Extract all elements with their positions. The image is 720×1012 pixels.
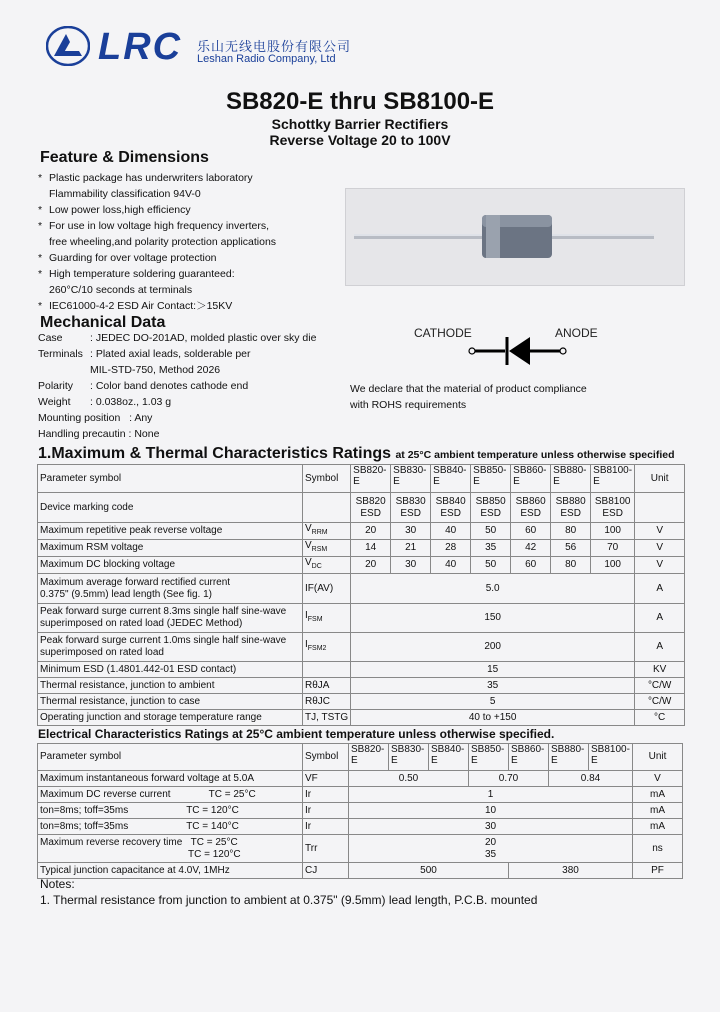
table-row: Typical junction capacitance at 4.0V, 1MHz CJ 500 380 PF [38,863,683,879]
notes-heading: Notes: [40,877,75,891]
table-row: Maximum average forward rectified current 0.375" (9.5mm) lead length (See fig. 1) IF(AV) 5.0 A [38,574,685,604]
cathode-label: CATHODE [414,326,472,340]
rohs-declaration: We declare that the material of product compliance with ROHS requirements [350,383,587,411]
anode-label: ANODE [555,326,598,340]
diode-symbol-icon [468,334,598,368]
section-2-heading: Electrical Characteristics Ratings at 25°C ambient temperature unless otherwise specified. [38,727,555,741]
table-row: Device marking code SB820 ESD SB830 ESD SB840 ESD SB850 ESD SB860 ESD SB880 ESD SB8100 ESD [38,493,685,523]
table-row: Operating junction and storage temperature range TJ, TSTG 40 to +150 °C [38,710,685,726]
list-item: * Low power loss,high efficiency [38,204,191,216]
features-heading: Feature & Dimensions [40,149,209,166]
table-row: Maximum repetitive peak reverse voltage $V_{RRM}$ 20 30 40 50 60 80 100 V [38,523,685,540]
table-row: Peak forward surge current 8.3ms single half sine-wave superimposed on rated load (JEDEC Method) $I_{FSM}$ 150 A [38,604,685,633]
list-item: Flammability classification 94V-0 [49,188,201,200]
ratings-table [37,464,685,726]
table-row: ton=8ms; toff=35ms TC = 120°C Ir 10 mA [38,803,683,819]
list-item: MIL-STD-750, Method 2026 [90,364,221,376]
list-item: Weight : 0.038oz., 1.03 g [38,396,172,408]
electrical-table [37,743,683,879]
mechanical-list [38,332,338,444]
table-row: Maximum instantaneous forward voltage at 5.0A VF 0.50 0.70 0.84 V [38,771,683,787]
table-row: Parameter symbol Symbol SB820- E SB830- E SB840- E SB850- E SB860- E SB880- E SB8100- E Unit [38,744,683,771]
list-item: * Plastic package has underwriters laboratory [38,172,253,184]
company-name-en: Leshan Radio Company, Ltd [197,53,336,65]
list-item: * IEC61000-4-2 ESD Air Contact:＞15KV [38,300,233,312]
table-row: Peak forward surge current 1.0ms single half sine-wave superimposed on rated load $I_{FSM2}$ 200 A [38,633,685,662]
note-1: 1. Thermal resistance from junction to ambient at 0.375" (9.5mm) lead length, P.C.B. mounted [40,893,538,907]
list-item: * For use in low voltage high frequency inverters, [38,220,270,232]
list-item: free wheeling,and polarity protection applications [49,236,277,248]
table-row: Maximum reverse recovery time TC = 25°C TC = 120°C Trr 20 35 ns [38,835,683,863]
list-item: 260°C/10 seconds at terminals [49,284,193,296]
list-item: Polarity : Color band denotes cathode end [38,380,249,392]
table-row: Parameter symbol Symbol SB820- E SB830- E SB840- E SB850- E SB860- E SB880- E SB8100- E Unit [38,465,685,493]
logo-text: LRC [98,26,183,68]
table-row: ton=8ms; toff=35ms TC = 140°C Ir 30 mA [38,819,683,835]
table-row: Minimum ESD (1.4801.442-01 ESD contact) 15 KV [38,662,685,678]
mechanical-heading: Mechanical Data [40,314,166,331]
table-row: Maximum DC blocking voltage $V_{DC}$ 20 30 40 50 60 80 100 V [38,557,685,574]
list-item: Terminals : Plated axial leads, solderable per [38,348,251,360]
list-item: * High temperature soldering guaranteed: [38,268,235,280]
lrc-logo-icon [46,26,90,66]
section-1-heading: 1.Maximum & Thermal Characteristics Ratings at 25°C ambient temperature unless otherwise specified [38,445,675,462]
list-item: * Guarding for over voltage protection [38,252,217,264]
list-item: Mounting position : Any [38,412,153,424]
page-title: SB820-E thru SB8100-E [225,88,495,115]
table-row: Maximum RSM voltage $V_{RSM}$ 14 21 28 35 42 56 70 V [38,540,685,557]
subtitle-2: Reverse Voltage 20 to 100V [269,132,451,148]
features-list [38,170,338,314]
diode-package-image [345,188,685,286]
company-name-cn: 乐山无线电股份有限公司 [197,39,352,54]
list-item: Case : JEDEC DO-201AD, molded plastic over sky die [38,332,317,344]
subtitle-1: Schottky Barrier Rectifiers [271,116,449,132]
table-row: Thermal resistance, junction to case RθJC 5 °C/W [38,694,685,710]
table-row: Thermal resistance, junction to ambient RθJA 35 °C/W [38,678,685,694]
list-item: Handling precautin : None [38,428,160,440]
table-row: Maximum DC reverse current TC = 25°C Ir 1 mA [38,787,683,803]
